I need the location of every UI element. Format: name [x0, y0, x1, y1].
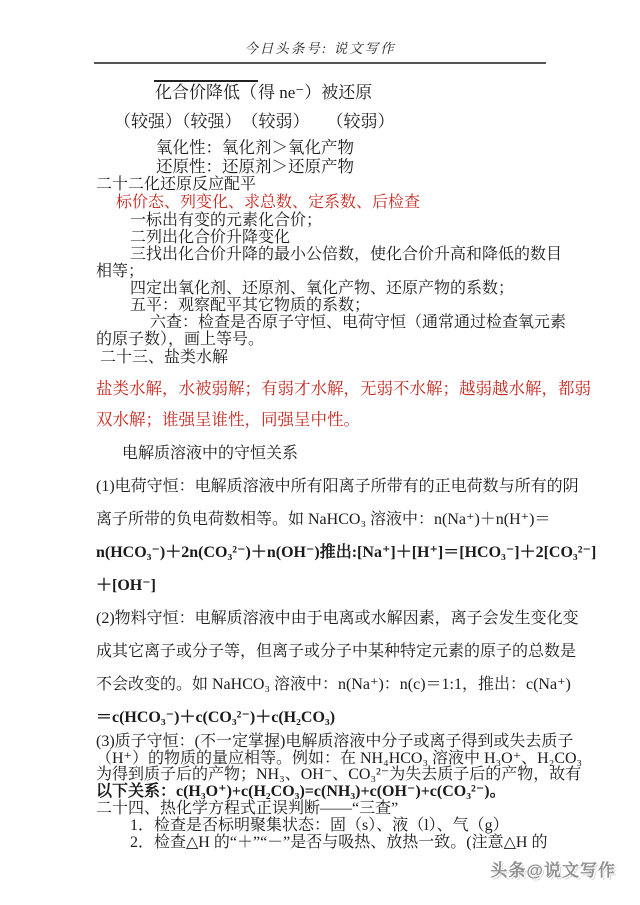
conservation-subheading: 电解质溶液中的守恒关系	[122, 445, 299, 462]
overlined-segment: 化合价降低（	[154, 80, 258, 103]
proton-conservation-line1: (3)质子守恒：(不一定掌握)电解质溶液中分子或离子得到或失去质子	[96, 733, 574, 750]
proton-conservation-equation: 以下关系：c(H₃O⁺)+c(H₂CO₃)=c(NH₃)+c(OH⁻)+c(CO₃²⁻)。	[96, 782, 506, 800]
section22-step-5: 五平：观察配平其它物质的系数；	[130, 297, 371, 314]
charge-conservation-equation-wrap: ＋[OH⁻]	[96, 577, 156, 594]
section22-step-1: 一标出有变的元素化合价；	[130, 212, 323, 229]
section23-rhyme-line1: 盐类水解，水被弱解；有弱才水解，无弱不水解；越弱越水解，都弱	[96, 379, 591, 398]
watermark-label: 头条@说文写作	[490, 861, 616, 880]
header-divider	[94, 62, 546, 64]
section24-item-2: 2．检查△H 的“＋”“－”是否与吸热、放热一致。(注意△H 的	[130, 834, 548, 851]
toutiao-header-label: 今日头条号: 说文写作	[244, 41, 396, 56]
watermark	[490, 856, 616, 881]
line-valence-reduction-rest: 得 ne⁻）被还原	[258, 83, 373, 102]
section24-title: 二十四、热化学方程式正误判断——“三查”	[96, 800, 399, 817]
line-strength-labels: （较强）（较强） （较弱） （较弱）	[114, 112, 395, 131]
proton-conservation-line2: （H⁺）的物质的量应相等。例如：在 NH₄HCO₃ 溶液中 H₃O⁺、H₂CO₃	[96, 749, 583, 767]
toutiao-header	[0, 40, 640, 58]
mass-conservation-equation: ＝c(HCO₃⁻)＋c(CO₃²⁻)＋c(H₂CO₃)	[96, 709, 336, 726]
section22-mnemonic: 标价态、列变化、求总数、定系数、后检查	[116, 194, 421, 211]
charge-conservation-line1: (1)电荷守恒：电解质溶液中所有阳离子所带有的正电荷数与所有的阴	[96, 478, 579, 495]
line-valence-reduction	[154, 80, 545, 105]
section22-title: 二十二化还原反应配平	[96, 176, 257, 193]
section22-step-4: 四定出氧化剂、还原剂、氧化产物、还原产物的系数；	[130, 280, 515, 297]
charge-conservation-line2: 离子所带的负电荷数相等。如 NaHCO₃ 溶液中：n(Na⁺)＋n(H⁺)＝	[96, 511, 551, 528]
proton-conservation-line3: 为得到质子后的产物；NH₃、OH⁻、CO₃²⁻为失去质子后的产物，故有	[96, 766, 582, 783]
section24-item-1: 1．检查是否标明聚集状态：固（s）、液（l）、气（g）	[130, 817, 509, 834]
mass-conservation-line1: (2)物料守恒：电解质溶液中由于电离或水解因素，离子会发生变化变	[96, 610, 579, 627]
charge-conservation-equation: n(HCO₃⁻)＋2n(CO₃²⁻)＋n(OH⁻)推出:[Na⁺]＋[H⁺]＝[HCO₃⁻]＋2[CO₃²⁻]	[96, 544, 597, 561]
section22-step-6: 六查：检查是否原子守恒、电荷守恒（通常通过检查氧元素	[150, 314, 567, 331]
section22-step-6-wrap: 的原子数），画上等号。	[96, 331, 265, 348]
section22-step-2: 二列出化合价升降变化	[130, 229, 291, 246]
section23-rhyme-line2: 双水解；谁强呈谁性，同强呈中性。	[96, 410, 360, 429]
line-oxidizing-rule: 氧化性：氧化剂＞氧化产物	[156, 138, 354, 157]
mass-conservation-line3: 不会改变的。如 NaHCO₃ 溶液中：n(Na⁺)：n(c)＝1:1，推出：c(Na⁺)	[96, 676, 571, 693]
section22-step-3-wrap: 相等；	[96, 263, 145, 280]
mass-conservation-line2: 成其它离子或分子等，但离子或分子中某种特定元素的原子的总数是	[96, 643, 577, 660]
section23-title: 二十三、盐类水解	[100, 349, 229, 366]
document-body	[0, 80, 640, 851]
line-reducing-rule: 还原性：还原剂＞还原产物	[156, 157, 354, 176]
section22-step-3: 三找出化合价升降的最小公倍数，使化合价升高和降低的数目	[130, 246, 563, 263]
